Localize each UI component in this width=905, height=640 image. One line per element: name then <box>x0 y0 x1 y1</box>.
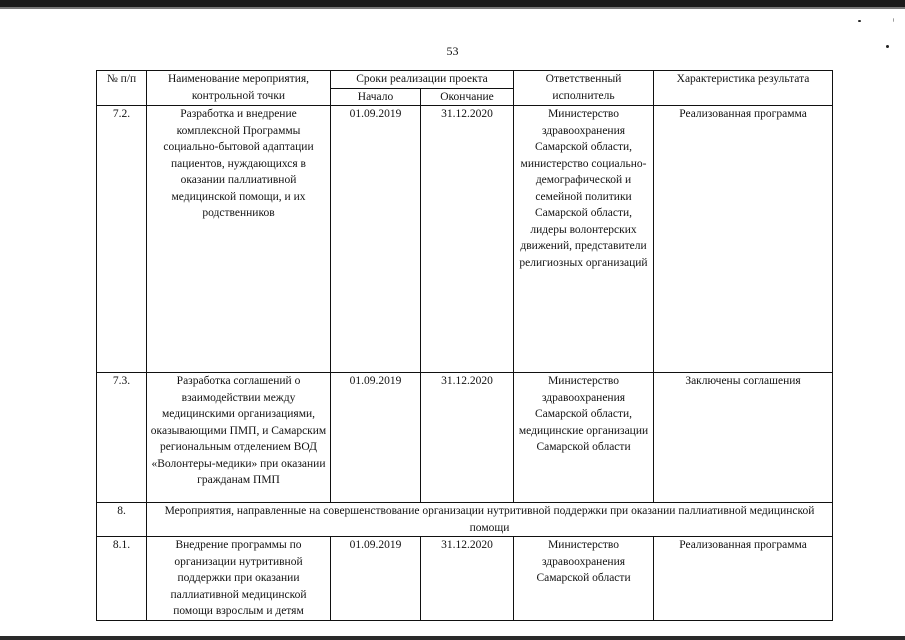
header-number: № п/п <box>97 71 147 106</box>
activities-table <box>96 70 833 621</box>
scan-border-bottom <box>0 636 905 640</box>
row-number: 7.2. <box>97 106 147 373</box>
row-activity-name: Внедрение программы по организации нутритивной поддержки при оказании паллиативной медицинской помощи взрослым и детям <box>147 537 331 621</box>
section-number: 8. <box>97 503 147 537</box>
header-start: Начало <box>331 88 421 106</box>
section-row <box>97 503 833 537</box>
row-result: Реализованная программа <box>654 537 833 621</box>
page-number: 53 <box>446 44 459 58</box>
row-end-date: 31.12.2020 <box>421 106 514 373</box>
header-activity-name: Наименование мероприятия, контрольной точки <box>147 71 331 106</box>
row-responsible: Министерство здравоохранения Самарской области, министерство социально-демографической и семейной политики Самарской области, лидеры волонтерских движений, представители религиозных организаций <box>514 106 654 373</box>
header-terms: Сроки реализации проекта <box>331 71 514 89</box>
row-result: Реализованная программа <box>654 106 833 373</box>
row-responsible: Министерство здравоохранения Самарской области <box>514 537 654 621</box>
row-end-date: 31.12.2020 <box>421 373 514 503</box>
scan-border-top <box>0 0 905 7</box>
scan-speck <box>893 18 894 22</box>
table-row <box>97 106 833 373</box>
row-responsible: Министерство здравоохранения Самарской области, медицинские организации Самарской области <box>514 373 654 503</box>
scan-speck <box>858 20 861 22</box>
section-title: Мероприятия, направленные на совершенствование организации нутритивной поддержки при оказании паллиативной медицинской помощи <box>147 503 833 537</box>
table-row <box>97 537 833 621</box>
row-start-date: 01.09.2019 <box>331 106 421 373</box>
scan-border-top-shadow <box>0 7 905 9</box>
row-number: 8.1. <box>97 537 147 621</box>
header-end: Окончание <box>421 88 514 106</box>
row-start-date: 01.09.2019 <box>331 373 421 503</box>
header-result: Характеристика результата <box>654 71 833 106</box>
row-end-date: 31.12.2020 <box>421 537 514 621</box>
header-responsible: Ответственный исполнитель <box>514 71 654 106</box>
row-activity-name: Разработка и внедрение комплексной Программы социально-бытовой адаптации пациентов, нуждающихся в оказании паллиативной медицинской помощи, и их родственников <box>147 106 331 373</box>
table-row <box>97 373 833 503</box>
table-header-row <box>97 71 833 89</box>
row-number: 7.3. <box>97 373 147 503</box>
row-result: Заключены соглашения <box>654 373 833 503</box>
row-start-date: 01.09.2019 <box>331 537 421 621</box>
row-activity-name: Разработка соглашений о взаимодействии между медицинскими организациями, оказывающими ПМП, и Самарским региональным отделением ВОД «Волонтеры-медики» при оказании гражданам ПМП <box>147 373 331 503</box>
